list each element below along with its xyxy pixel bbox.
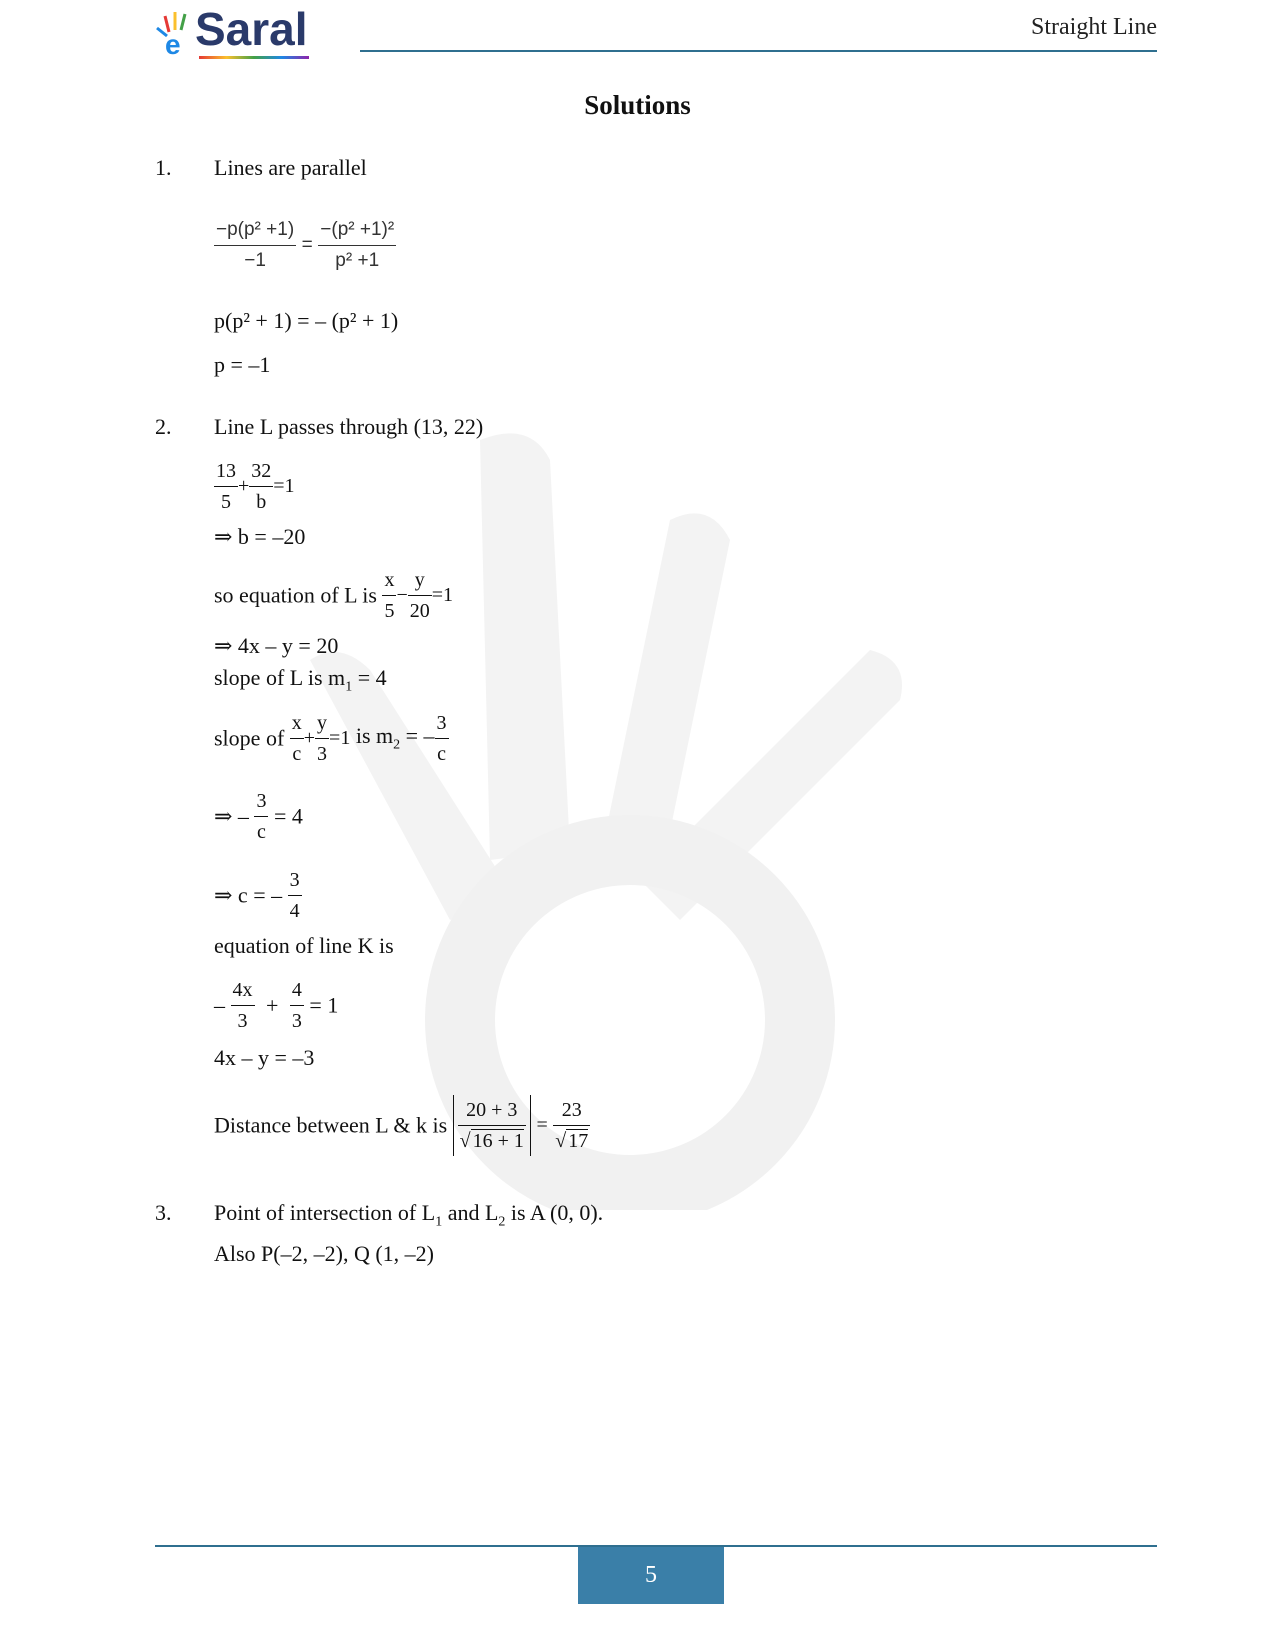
q2-intro: Line L passes through (13, 22) — [214, 414, 484, 439]
q1-intro: Lines are parallel — [214, 155, 367, 180]
q2-equation-of-l: so equation of L is $\frac{x}{5}$ − $\frac{y}{20}$ =1 — [214, 565, 453, 626]
header-divider — [360, 50, 1157, 52]
esaral-logo — [155, 3, 335, 64]
logo-wordmark: Saral — [195, 3, 308, 55]
fraction: $\frac{\text{−p(p² +1)}}{-1}$ — [214, 215, 296, 276]
q2-line-k-label: equation of line K is — [214, 933, 394, 958]
page-number: 5 — [578, 1547, 724, 1604]
q2-c-value: ⇒ c = – $\frac{3}{4}$ — [214, 865, 302, 926]
q2-slope-l: slope of L is $m_1 = 4$ — [214, 665, 387, 695]
q3-points: Also P(–2, –2), Q (1, –2) — [214, 1241, 434, 1266]
q2-number: 2. — [155, 414, 172, 439]
q2-line-k-equation: – $\frac{4x}{3}$ + $\frac{4}{3}$ = 1 — [214, 975, 338, 1036]
q3-intersection: Point of intersection of $L_1$ and $L_2$ is A (0, 0). — [214, 1200, 604, 1230]
hand-logo-icon — [155, 10, 199, 60]
q1-number: 1. — [155, 155, 172, 180]
logo-underline — [199, 56, 309, 59]
svg-text:e: e — [165, 29, 181, 60]
q2-distance: Distance between L & k is $\frac{20 + 3}{√ 16 + 1}$ = $\frac{23}{√ 17}$ — [214, 1095, 590, 1156]
q2-line-l: ⇒ 4x – y = 20 — [214, 633, 339, 658]
q2-line-k-simplified: 4x – y = –3 — [214, 1045, 315, 1070]
q2-slope-equality: ⇒ – $\frac{3}{c}$ = 4 — [214, 786, 303, 847]
q2-slope-k: slope of $\frac{x}{c}$ + $\frac{y}{3}$ =1 is $m_2$ = – $\frac{3}{c}$ — [214, 708, 449, 769]
q2-b-value: ⇒ b = –20 — [214, 524, 306, 549]
chapter-title: Straight Line — [1031, 14, 1157, 40]
q1-step1: p(p² + 1) = – (p² + 1) — [214, 308, 399, 333]
q1-parallel-equation: $\frac{\text{−p(p² +1)}}{-1}$ = $\frac{\text{−(p² +1)²}}{\text{p² +1}}$ — [214, 215, 396, 276]
hand-watermark — [250, 420, 970, 1210]
page-heading: Solutions — [584, 90, 691, 120]
fraction: $\frac{\text{−(p² +1)²}}{\text{p² +1}}$ — [318, 215, 396, 276]
q2-intercept-equation: $\frac{13}{5}$ + $\frac{32}{b}$ =1 — [214, 456, 295, 517]
q1-step2: p = –1 — [214, 352, 271, 377]
q3-number: 3. — [155, 1200, 172, 1225]
